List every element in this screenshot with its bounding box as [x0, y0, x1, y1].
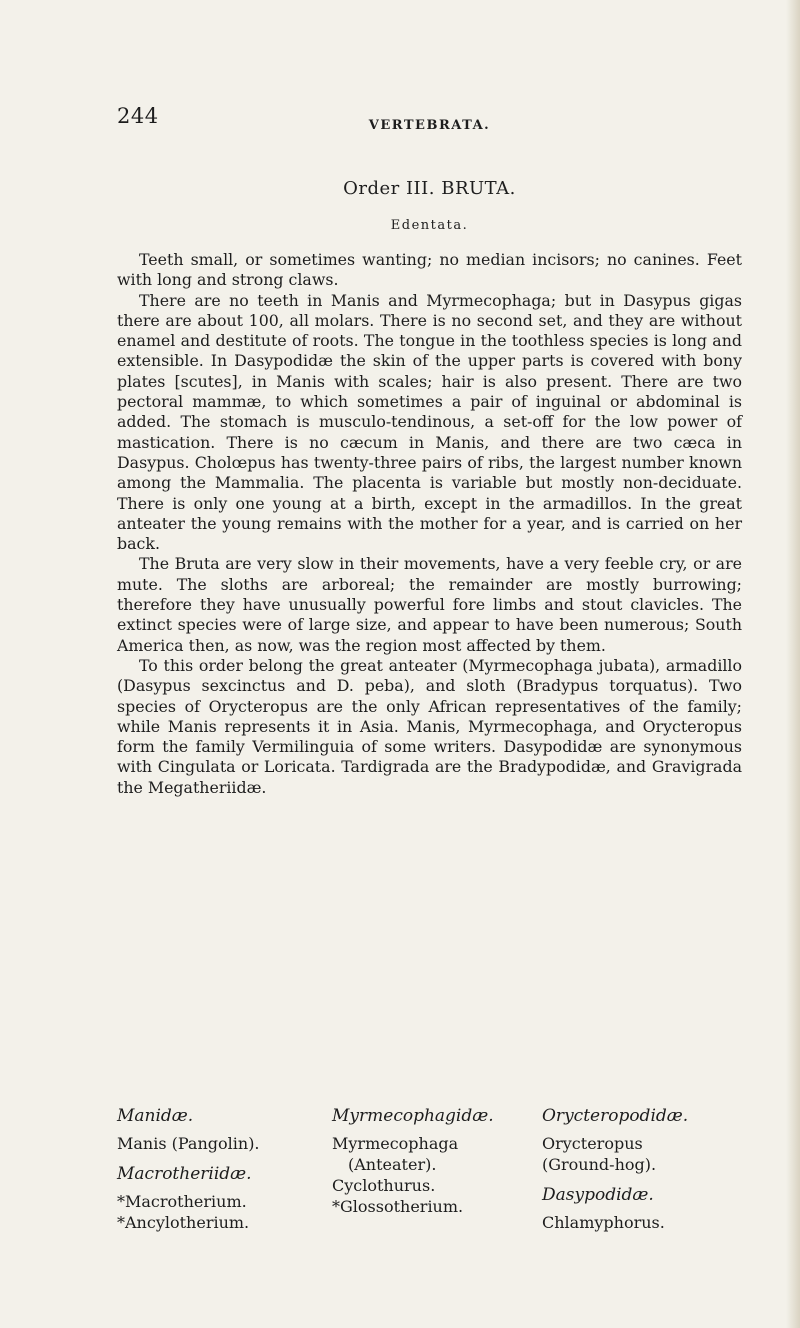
- family-heading-manidae: Manidæ.: [117, 1106, 194, 1126]
- paragraph-1: Teeth small, or sometimes wanting; no median incisors; no canines. Feet with long and strong claws.: [117, 250, 742, 290]
- genus-glossotherium: *Glossotherium.: [332, 1197, 464, 1216]
- body-text: [117, 250, 742, 798]
- family-column-2: [332, 1106, 532, 1217]
- page-header: [117, 104, 742, 134]
- page-number: 244: [117, 104, 159, 128]
- paragraph-3: The Bruta are very slow in their movements, have a very feeble cry, or are mute. The sloths are arboreal; the remainder are mostly burrowing; therefore they have unusually powerful fore limbs and stout clavicles. The extinct species were of large size, and appear to have been numerous; South America then, as now, was the region most affected by them.: [117, 554, 742, 655]
- genus-myrmecophaga: Myrmecophaga: [332, 1134, 459, 1153]
- order-title: Order III. BRUTA.: [343, 178, 516, 199]
- common-name-ground-hog: (Ground-hog).: [542, 1155, 657, 1174]
- family-heading-macrotheriidae: Macrotheriidæ.: [117, 1164, 252, 1184]
- page-edge-shadow: [786, 0, 800, 1328]
- family-column-3: [542, 1106, 747, 1233]
- paragraph-4: To this order belong the great anteater (Myrmecophaga jubata), armadillo (Dasypus sexcinctus and D. peba), and sloth (Bradypus torquatus). Two species of Orycteropus are the only African representatives of the family; while Manis represents it in Asia. Manis, Myrmecophaga, and Orycteropus form the family Vermilinguia of some writers. Dasypodidæ are synonymous with Cingulata or Loricata. Tardigrada are the Bradypodidæ, and Gravigrada the Megatheriidæ.: [117, 655, 742, 797]
- family-heading-myrmecophagidae: Myrmecophagidæ.: [332, 1106, 494, 1126]
- section-subtitle: Edentata.: [390, 218, 469, 233]
- genus-orycteropus: Orycteropus: [542, 1134, 643, 1153]
- family-column-1: [117, 1106, 317, 1233]
- genus-chlamyphorus: Chlamyphorus.: [542, 1213, 665, 1232]
- paragraph-2: There are no teeth in Manis and Myrmecophaga; but in Dasypus gigas there are about 100, all molars. There is no second set, and they are without enamel and destitute of roots. The tongue in the toothless species is long and extensible. In Dasypodidæ the skin of the upper parts is covered with bony plates [scutes], in Manis with scales; hair is also present. There are two pectoral mammæ, to which sometimes a pair of inguinal or abdominal is added. The stomach is musculo-tendinous, a set-off for the low power of mastication. There is no cæcum in Manis, and there are two cæca in Dasypus. Cholœpus has twenty-three pairs of ribs, the largest number known among the Mammalia. The placenta is variable but mostly non-deciduate. There is only one young at a birth, except in the armadillos. In the great anteater the young remains with the mother for a year, and is carried on her back.: [117, 290, 742, 554]
- family-heading-dasypodidae: Dasypodidæ.: [542, 1185, 654, 1205]
- genus-ancylotherium: *Ancylotherium.: [117, 1213, 250, 1232]
- genus-cyclothurus: Cyclothurus.: [332, 1176, 436, 1195]
- common-name-anteater: (Anteater).: [348, 1155, 437, 1174]
- family-heading-orycteropodidae: Orycteropodidæ.: [542, 1106, 689, 1126]
- genus-macrotherium: *Macrotherium.: [117, 1192, 247, 1211]
- genus-manis: Manis (Pangolin).: [117, 1134, 260, 1153]
- running-head: VERTEBRATA.: [368, 118, 491, 133]
- family-list: [117, 1106, 742, 1296]
